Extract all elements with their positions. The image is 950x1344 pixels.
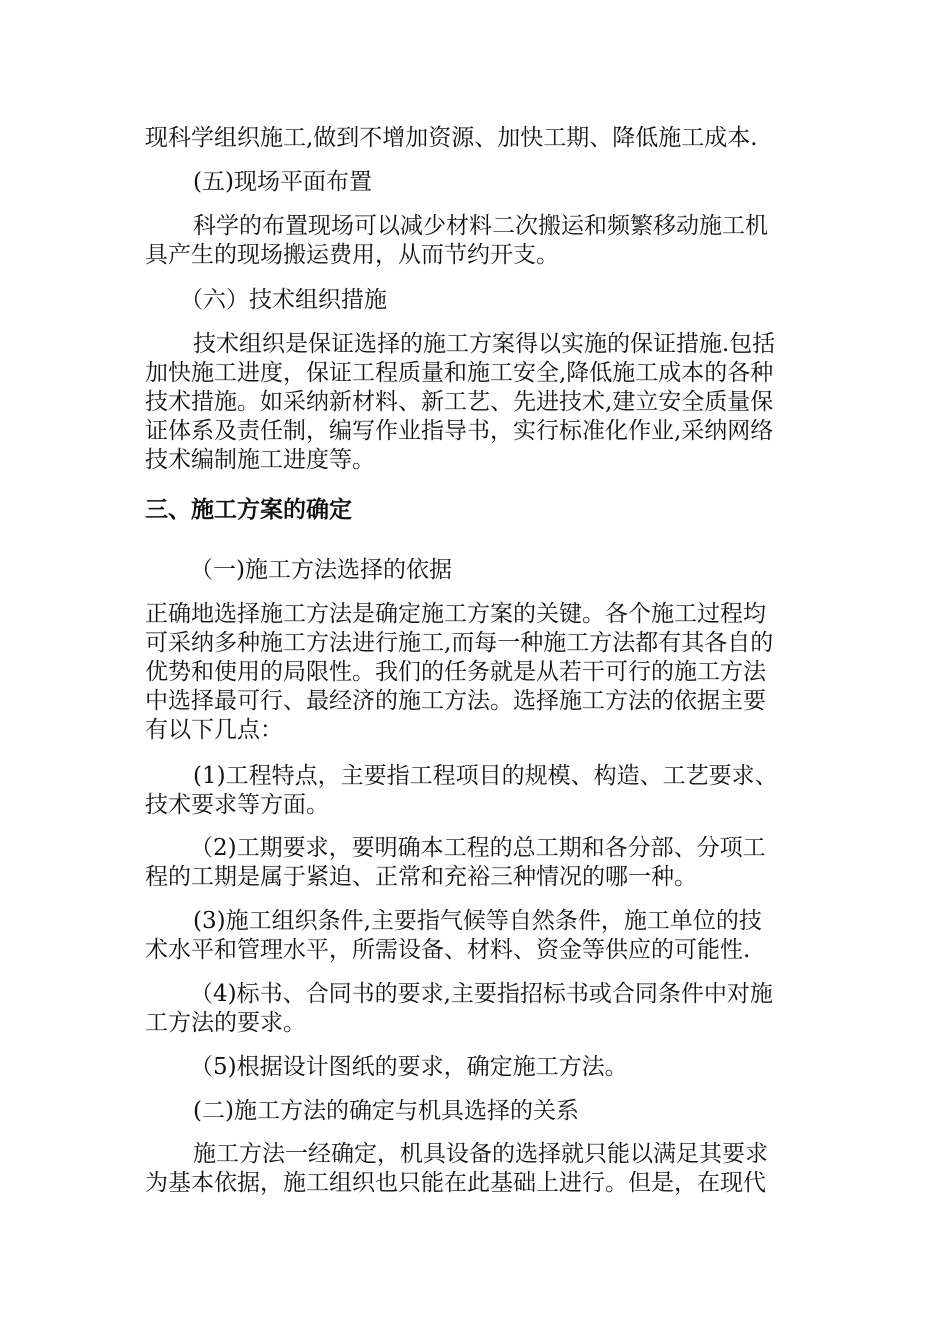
paragraph-line: 证体系及责任制，编写作业指导书，实行标准化作业,采纳网络: [145, 418, 774, 444]
subheading-6: （六）技术组织措施: [180, 287, 387, 313]
list-item-4-cont: 工方法的要求。: [145, 1010, 306, 1036]
list-item-3: (3)施工组织条件,主要指气候等自然条件，施工单位的技: [193, 908, 762, 934]
paragraph-line: 科学的布置现场可以减少材料二次搬运和频繁移动施工机: [193, 213, 768, 239]
paragraph-line: 施工方法一经确定，机具设备的选择就只能以满足其要求: [193, 1141, 768, 1167]
paragraph-line: 具产生的现场搬运费用，从而节约开支。: [145, 242, 559, 268]
list-item-1: (1)工程特点，主要指工程项目的规模、构造、工艺要求、: [193, 763, 778, 789]
paragraph-line: 加快施工进度，保证工程质量和施工安全,降低施工成本的各种: [145, 360, 774, 386]
subheading-5: (五)现场平面布置: [193, 169, 372, 195]
list-item-2: （2)工期要求，要明确本工程的总工期和各分部、分项工: [190, 835, 766, 861]
paragraph-line: 技术措施。如采纳新材料、新工艺、先进技术,建立安全质量保: [145, 389, 774, 415]
list-item-2-cont: 程的工期是属于紧迫、正常和充裕三种情况的哪一种。: [145, 864, 697, 890]
list-item-1-cont: 技术要求等方面。: [145, 792, 329, 818]
paragraph-line: 中选择最可行、最经济的施工方法。选择施工方法的依据主要: [145, 688, 766, 714]
section-title: 三、施工方案的确定: [145, 497, 352, 523]
paragraph-line: 为基本依据，施工组织也只能在此基础上进行。但是，在现代: [145, 1170, 766, 1196]
paragraph-line: 优势和使用的局限性。我们的任务就是从若干可行的施工方法: [145, 659, 766, 685]
subheading-1: （一)施工方法选择的依据: [190, 557, 452, 583]
paragraph-line: 技术组织是保证选择的施工方案得以实施的保证措施.包括: [193, 331, 776, 357]
paragraph-line: 正确地选择施工方法是确定施工方案的关键。各个施工过程均: [145, 601, 766, 627]
paragraph-line: 可采纳多种施工方法进行施工,而每一种施工方法都有其各自的: [145, 630, 774, 656]
subheading-2: (二)施工方法的确定与机具选择的关系: [193, 1098, 579, 1124]
paragraph-line: 有以下几点：: [145, 717, 283, 743]
list-item-5: （5)根据设计图纸的要求，确定施工方法。: [190, 1054, 628, 1080]
list-item-4: （4)标书、合同书的要求,主要指招标书或合同条件中对施: [190, 981, 773, 1007]
list-item-3-cont: 术水平和管理水平，所需设备、材料、资金等供应的可能性.: [145, 937, 751, 963]
paragraph-line: 现科学组织施工,做到不增加资源、加快工期、降低施工成本.: [145, 125, 758, 151]
paragraph-line: 技术编制施工进度等。: [145, 447, 375, 473]
